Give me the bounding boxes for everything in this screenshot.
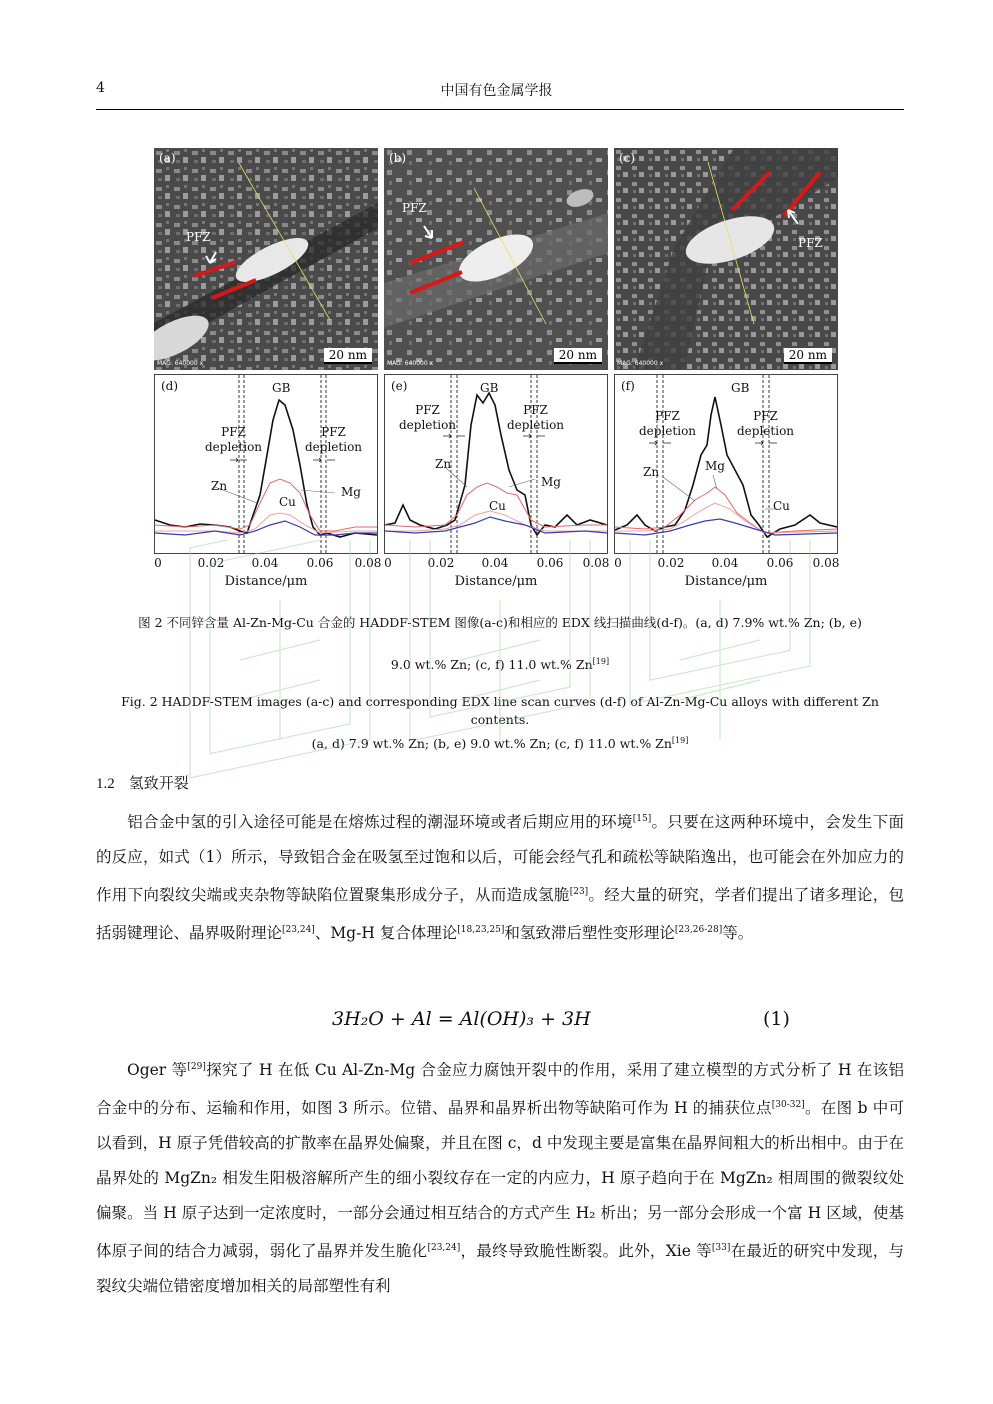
pfz-depletion-left: PFZ depletion xyxy=(399,403,457,432)
citation: [23] xyxy=(569,887,589,898)
citation: [23,24] xyxy=(282,925,315,936)
mg-label: Mg xyxy=(541,475,561,489)
micrograph-label: (b) xyxy=(389,151,407,165)
section-title: 氢致开裂 xyxy=(128,774,189,792)
cu-label: Cu xyxy=(773,499,790,513)
micrograph-label: (c) xyxy=(619,151,636,165)
section-heading xyxy=(96,772,189,793)
equation-number: (1) xyxy=(763,1008,790,1030)
zn-label: Zn xyxy=(435,457,452,471)
cu-label: Cu xyxy=(489,499,506,513)
edx-panel-d xyxy=(154,374,378,554)
mg-label: Mg xyxy=(341,485,361,499)
gb-label: GB xyxy=(272,381,291,395)
citation: [19] xyxy=(592,657,610,666)
micrograph-a xyxy=(154,148,378,370)
pfz-depletion-left: PFZ depletion xyxy=(639,409,697,438)
edx-label: (d) xyxy=(161,379,179,393)
journal-title: 中国有色金属学报 xyxy=(440,83,553,99)
scale-bar: 20 nm xyxy=(554,348,602,364)
pfz-annotation: PFZ xyxy=(186,230,211,244)
pfz-annotation: PFZ xyxy=(402,201,427,215)
x-axis-label-e: Distance/μm xyxy=(454,574,538,589)
paragraph-1: 铝合金中氢的引入途径可能是在熔炼过程的潮湿环境或者后期应用的环境[15]。只要在这两种环境中，会发生下面的反应，如式（1）所示，导致铝合金在吸氢至过饱和以后，可能会经气孔和疏松等缺陷逸出，也可能会在外加应力的作用下向裂纹尖端或夹杂物等缺陷位置聚集形成分子，从而造成氢脆[23]。经大量的研究，学者们提出了诸多理论，包括弱键理论、晶界吸附理论[23,24]、Mg-H 复合体理论[18,23,25]和氢致滞后塑性变形理论[23,26-28]等。 xyxy=(96,813,904,943)
equation-1 xyxy=(0,1008,993,1038)
micrograph-b xyxy=(384,148,608,370)
pfz-depletion-left: PFZ depletion xyxy=(205,425,263,454)
x-axis-label-f: Distance/μm xyxy=(684,574,768,589)
zn-label: Zn xyxy=(211,479,228,493)
edx-label: (e) xyxy=(391,379,408,393)
edx-label: (f) xyxy=(621,379,635,393)
citation: [19] xyxy=(671,736,689,745)
mag-label: MAG: 640000 x xyxy=(157,360,204,367)
caption-en-line1: Fig. 2 HADDF-STEM images (a-c) and corresponding EDX line scan curves (d-f) of Al-Zn-Mg-Cu alloys with different Zn contents. xyxy=(121,694,879,727)
pfz-annotation: PFZ xyxy=(798,236,823,250)
zn-label: Zn xyxy=(643,465,660,479)
pfz-depletion-right: PFZ depletion xyxy=(737,409,795,438)
scale-bar: 20 nm xyxy=(324,348,372,364)
pfz-depletion-right: PFZ depletion xyxy=(305,425,363,454)
paragraph-2: Oger 等[29]探究了 H 在低 Cu Al-Zn-Mg 合金应力腐蚀开裂中的作用，采用了建立模型的方式分析了 H 在该铝合金中的分布、运输和作用，如图 3 所示。位错、晶界和晶界析出物等缺陷可作为 H 的捕获位点[30-32]。在图 b 中可以看到，H 原子凭借较高的扩散率在晶界处偏聚，并且在图 c，d 中发现主要是富集在晶界间粗大的析出相中。由于在晶界处的 MgZn₂ 相发生阳极溶解所产生的细小裂纹存在一定的内应力，H 原子趋向于在 MgZn₂ 相周围的微裂纹处偏聚。当 H 原子达到一定浓度时，一部分会通过相互结合的方式产生 H₂ 析出；另一部分会形成一个富 H 区域，使基体原子间的结合力减弱，弱化了晶界并发生脆化[23,24]，最终导致脆性断裂。此外，Xie 等[33]在最近的研究中发现，与裂纹尖端位错密度增加相关的局部塑性有利 xyxy=(96,1061,904,1296)
micrograph-label: (a) xyxy=(159,151,176,165)
citation: [33] xyxy=(711,1243,731,1254)
header-rule xyxy=(96,109,904,110)
mag-label: MAG: 640000 x xyxy=(387,360,434,367)
caption-en-line2: (a, d) 7.9 wt.% Zn; (b, e) 9.0 wt.% Zn; (c, f) 11.0 wt.% Zn[19] xyxy=(311,736,689,752)
citation: [18,23,25] xyxy=(457,925,505,936)
equation-formula: 3H₂O + Al = Al(OH)₃ + 3H xyxy=(332,1008,591,1030)
citation: [29] xyxy=(187,1062,206,1072)
edx-panel-e xyxy=(384,374,608,554)
caption-cn-line1: 图 2 不同锌含量 Al-Zn-Mg-Cu 合金的 HADDF-STEM 图像(a-c)和相应的 EDX 线扫描曲线(d-f)。(a, d) 7.9% wt.% Zn; (b, e) xyxy=(138,615,862,630)
page-header xyxy=(0,80,993,110)
x-axis-label-d: Distance/μm xyxy=(224,574,308,589)
citation: [15] xyxy=(632,814,652,824)
section-number: 1.2 xyxy=(96,776,115,792)
mg-label: Mg xyxy=(705,459,725,473)
micrograph-c xyxy=(614,148,838,370)
caption-cn-line2: 9.0 wt.% Zn; (c, f) 11.0 wt.% Zn[19] xyxy=(390,657,610,673)
x-axis-d: 0 0.02 0.04 0.06 0.08 xyxy=(154,556,382,570)
page-number: 4 xyxy=(96,80,105,96)
citation: [23,24] xyxy=(427,1243,461,1254)
pfz-depletion-right: PFZ depletion xyxy=(507,403,565,432)
citation: [23,26-28] xyxy=(674,925,723,936)
scale-bar: 20 nm xyxy=(784,348,832,364)
gb-label: GB xyxy=(731,381,750,395)
cu-label: Cu xyxy=(279,495,296,509)
gb-label: GB xyxy=(480,381,499,395)
x-axis-e: 0 0.02 0.04 0.06 0.08 xyxy=(384,556,610,570)
citation: [30-32] xyxy=(771,1100,805,1111)
x-axis-f: 0 0.02 0.04 0.06 0.08 xyxy=(614,556,840,570)
mag-label: MAG: 640000 x xyxy=(617,360,664,367)
edx-panel-f xyxy=(614,374,838,554)
